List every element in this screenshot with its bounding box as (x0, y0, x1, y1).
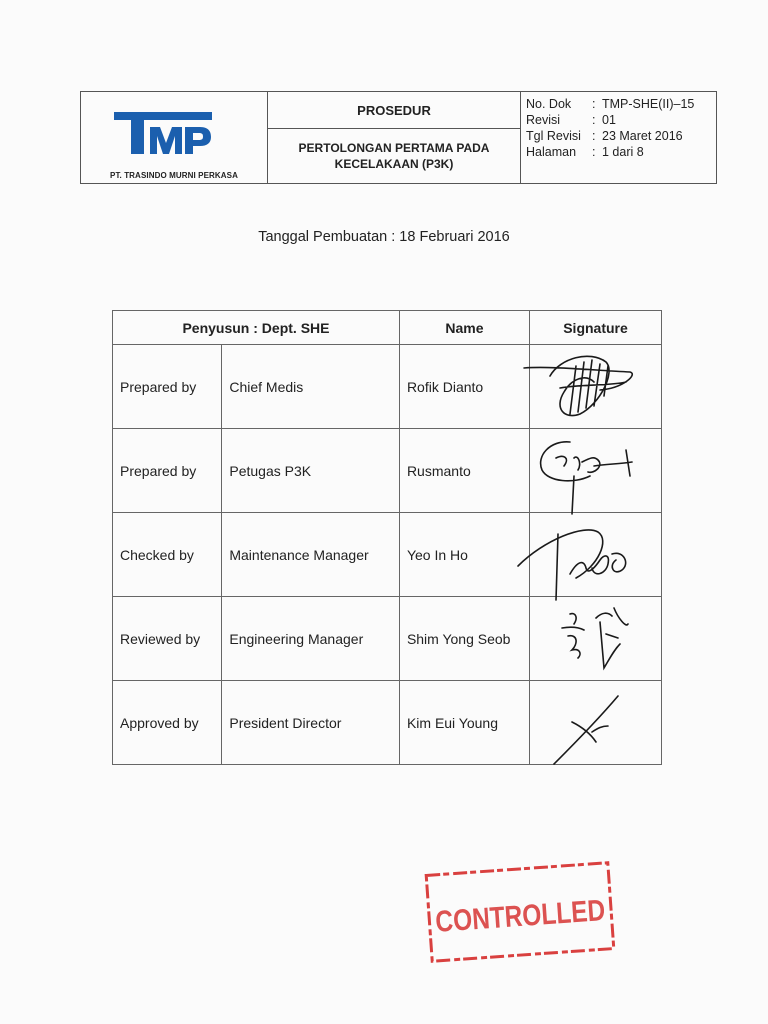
name-cell: Rofik Dianto (399, 345, 529, 429)
position-cell: President Director (222, 681, 400, 765)
meta-value: 01 (602, 113, 616, 127)
document-title-line1: PERTOLONGAN PERTAMA PADA (298, 141, 490, 155)
meta-row-revision-date (526, 128, 716, 144)
position-cell: Petugas P3K (222, 429, 400, 513)
role-cell: Approved by (113, 681, 222, 765)
document-type: PROSEDUR (268, 92, 520, 129)
position-cell: Engineering Manager (222, 597, 400, 681)
meta-row-page (526, 144, 716, 160)
company-name: PT. TRASINDO MURNI PERKASA (110, 171, 238, 180)
meta-separator: : (592, 129, 596, 143)
document-meta (521, 92, 716, 183)
role-cell: Prepared by (113, 429, 222, 513)
meta-label: Revisi (526, 113, 561, 127)
meta-separator: : (592, 145, 596, 159)
document-title (268, 129, 520, 183)
meta-label: Tgl Revisi (526, 129, 581, 143)
title-cell (268, 92, 521, 183)
table-header-row (113, 311, 662, 345)
meta-value: 23 Maret 2016 (602, 129, 683, 143)
meta-value: TMP-SHE(II)–15 (602, 97, 695, 111)
signature-5 (552, 692, 626, 768)
meta-separator: : (592, 97, 596, 111)
header-signature: Signature (530, 311, 662, 345)
role-cell: Prepared by (113, 345, 222, 429)
signature-4 (556, 598, 636, 674)
meta-row-revision (526, 112, 716, 128)
signature-2 (534, 436, 644, 518)
name-cell: Kim Eui Young (399, 681, 529, 765)
meta-label: No. Dok (526, 97, 572, 111)
name-cell: Shim Yong Seob (399, 597, 529, 681)
role-cell: Reviewed by (113, 597, 222, 681)
document-title-line2: KECELAKAAN (P3K) (334, 157, 454, 171)
controlled-stamp (423, 860, 645, 965)
meta-value: 1 dari 8 (602, 145, 644, 159)
signature-1 (520, 348, 640, 422)
company-logo (114, 112, 212, 154)
stamp-text: CONTROLLED (434, 891, 645, 939)
meta-row-doc-number (526, 96, 716, 112)
document-header (80, 91, 717, 184)
meta-separator: : (592, 113, 596, 127)
name-cell: Yeo In Ho (399, 513, 529, 597)
creation-date: Tanggal Pembuatan : 18 Februari 2016 (258, 229, 510, 245)
signature-3 (514, 520, 636, 604)
role-cell: Checked by (113, 513, 222, 597)
meta-label: Halaman (526, 145, 577, 159)
header-name: Name (399, 311, 529, 345)
position-cell: Maintenance Manager (222, 513, 400, 597)
logo-cell (81, 92, 268, 183)
header-prepared-dept: Penyusun : Dept. SHE (113, 311, 400, 345)
position-cell: Chief Medis (222, 345, 400, 429)
name-cell: Rusmanto (399, 429, 529, 513)
